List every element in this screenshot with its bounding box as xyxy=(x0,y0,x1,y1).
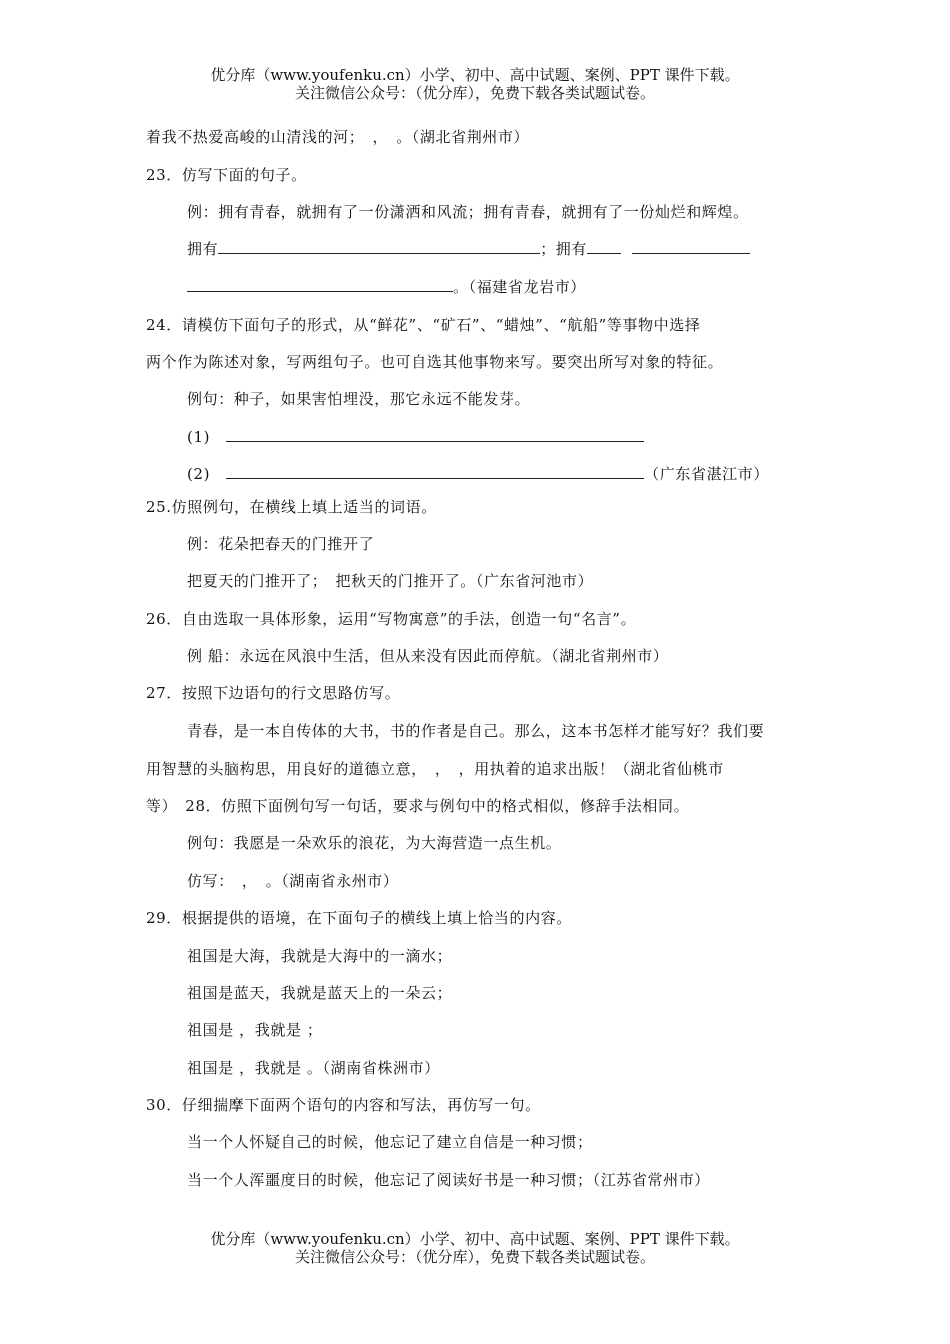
q27-title: 27．按照下边语句的行文思路仿写。 xyxy=(146,684,401,702)
q29-line-4: 祖国是 ，我就是 。（湖南省株洲市） xyxy=(187,1059,440,1077)
header-line-2: 关注微信公众号：（优分库），免费下载各类试题试卷。 xyxy=(294,84,655,102)
q30-title: 30．仔细揣摩下面两个语句的内容和写法，再仿写一句。 xyxy=(146,1096,541,1114)
q24-item-1-label: (1) xyxy=(187,428,211,446)
footer-line-1: 优分库（www.youfenku.cn）小学、初中、高中试题、案例、PPT 课件下载。 xyxy=(210,1230,740,1248)
q25-title: 25.仿照例句，在横线上填上适当的词语。 xyxy=(146,498,437,516)
q26-example: 例 船：永远在风浪中生活，但从来没有因此而停航。（湖北省荆州市） xyxy=(187,647,669,665)
q23-blank-2[interactable] xyxy=(587,239,621,254)
q24-item-1 xyxy=(187,427,644,447)
q30-line-1: 当一个人怀疑自己的时候，他忘记了建立自信是一种习惯； xyxy=(187,1133,593,1151)
q24-item-2-label: (2) xyxy=(187,465,211,483)
q24-title: 24．请模仿下面句子的形式，从“鲜花”、“矿石”、“蜡烛”、“航船”等事物中选择 xyxy=(146,316,701,334)
q23-example: 例：拥有青春，就拥有了一份潇洒和风流；拥有青春，就拥有了一份灿烂和辉煌。 xyxy=(187,203,749,221)
q29-title: 29．根据提供的语境，在下面句子的横线上填上恰当的内容。 xyxy=(146,909,572,927)
q24-title-2: 两个作为陈述对象，写两组句子。也可自选其他事物来写。要突出所写对象的特征。 xyxy=(146,353,724,371)
q23-title: 23．仿写下面的句子。 xyxy=(146,166,307,184)
q29-line-3: 祖国是 ，我就是 ； xyxy=(187,1021,323,1039)
q24-blank-1[interactable] xyxy=(226,427,644,442)
q23-blank-1[interactable] xyxy=(218,239,540,254)
q27-paragraph-1: 青春，是一本自传体的大书，书的作者是自己。那么，这本书怎样才能写好？我们要 xyxy=(187,722,765,740)
q25-example: 例：花朵把春天的门推开了 xyxy=(187,535,375,553)
q28-fill: 仿写： ， 。（湖南省永州市） xyxy=(187,872,399,890)
q29-line-1: 祖国是大海，我就是大海中的一滴水； xyxy=(187,947,453,965)
q27-paragraph-2: 用智慧的头脑构思，用良好的道德立意， ， ，用执着的追求出版！（湖北省仙桃市 xyxy=(146,760,724,778)
header-line-1: 优分库（www.youfenku.cn）小学、初中、高中试题、案例、PPT 课件下载。 xyxy=(210,66,740,84)
q24-blank-2[interactable] xyxy=(226,464,644,479)
q29-line-2: 祖国是蓝天，我就是蓝天上的一朵云； xyxy=(187,984,453,1002)
q23-blank-4[interactable] xyxy=(187,277,453,292)
q24-source: （广东省湛江市） xyxy=(644,465,769,483)
q23-label-1: 拥有 xyxy=(187,240,219,258)
q26-title: 26．自由选取一具体形象，运用“写物寓意”的手法，创造一句“名言”。 xyxy=(146,610,637,628)
q27-paragraph-3: 等） 28．仿照下面例句写一句话，要求与例句中的格式相似，修辞手法相同。 xyxy=(146,797,690,815)
continued-line: 着我不热爱高峻的山清浅的河； ， 。（湖北省荆州市） xyxy=(146,128,530,146)
q24-item-2 xyxy=(187,464,769,484)
q25-fill: 把夏天的门推开了； 把秋天的门推开了。（广东省河池市） xyxy=(187,572,594,590)
q23-label-2: ；拥有 xyxy=(540,240,588,258)
q30-line-2: 当一个人浑噩度日的时候，他忘记了阅读好书是一种习惯；（江苏省常州市） xyxy=(187,1171,710,1189)
page-footer xyxy=(0,1230,950,1266)
q23-answer-line-2 xyxy=(187,277,586,297)
q28-example: 例句：我愿是一朵欢乐的浪花，为大海营造一点生机。 xyxy=(187,834,562,852)
q23-source: 。（福建省龙岩市） xyxy=(453,278,586,296)
q23-blank-3[interactable] xyxy=(632,239,750,254)
page-header xyxy=(0,66,950,102)
q23-answer-line xyxy=(187,239,750,259)
footer-line-2: 关注微信公众号：（优分库），免费下载各类试题试卷。 xyxy=(294,1248,655,1266)
q24-example: 例句：种子，如果害怕埋没，那它永远不能发芽。 xyxy=(187,390,531,408)
